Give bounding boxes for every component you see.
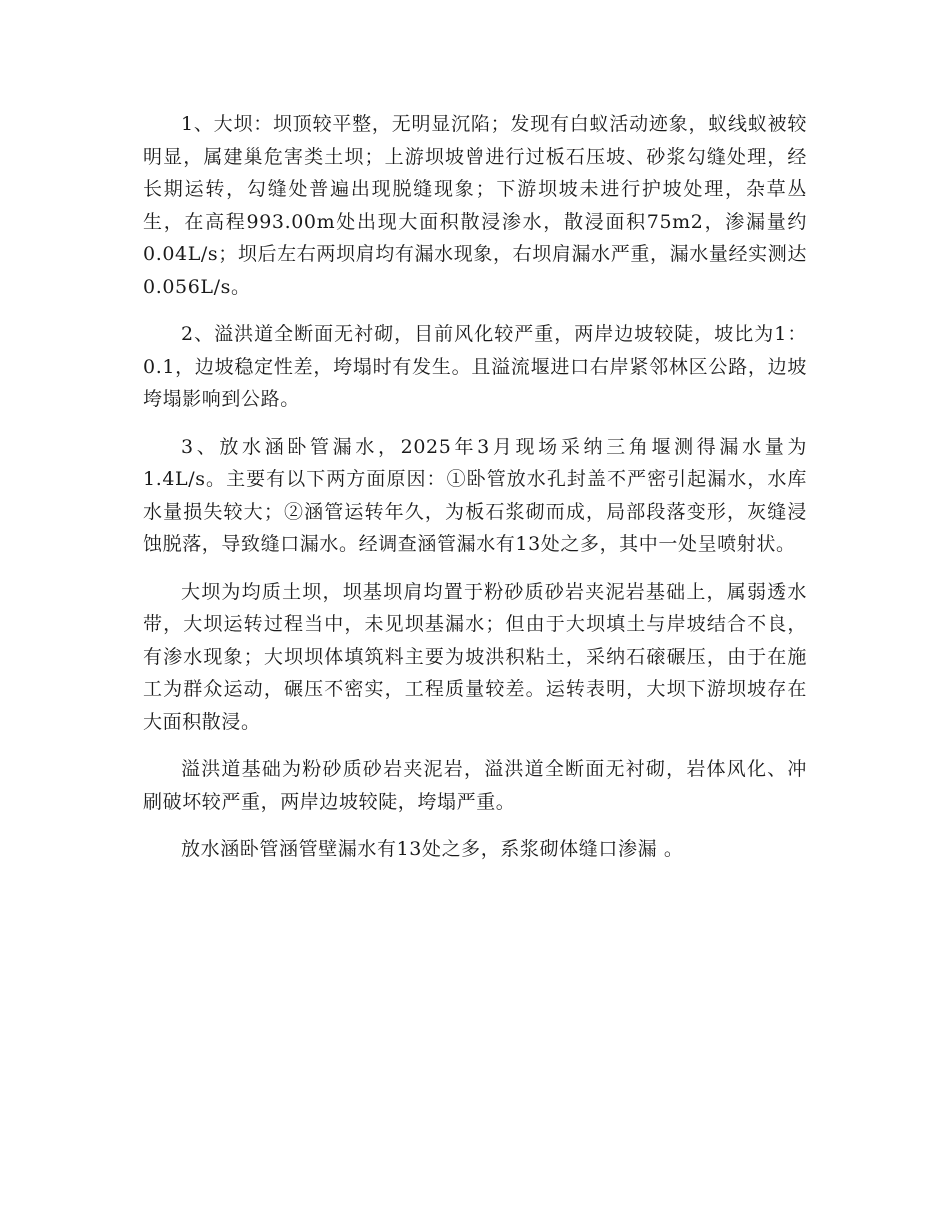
document-body xyxy=(143,108,807,866)
paragraph-outlet-culvert-leakage: 3、放水涵卧管漏水，2025年3月现场采纳三角堰测得漏水量为1.4L/s。主要有以下两方面原因：①卧管放水孔封盖不严密引起漏水，水库水量损失较大；②涵管运转年久，为板石浆砌而成，局部段落变形，灰缝浸蚀脱落，导致缝口漏水。经调查涵管漏水有13处之多，其中一处呈喷射状。 xyxy=(143,435,807,555)
paragraph-dam-inspection: 1、大坝：坝顶较平整，无明显沉陷；发现有白蚁活动迹象，蚁线蚁被较明显，属建巢危害类土坝；上游坝坡曾进行过板石压坡、砂浆勾缝处理，经长期运转，勾缝处普遍出现脱缝现象；下游坝坡未进行护坡处理，杂草丛生，在高程993.00m处出现大面积散浸渗水，散浸面积75m2，渗漏量约0.04L/s；坝后左右两坝肩均有漏水现象，右坝肩漏水严重，漏水量经实测达0.056L/s。 xyxy=(143,113,807,298)
paragraph-culvert-wall-leakage: 放水涵卧管涵管壁漏水有13处之多，系浆砌体缝口渗漏 。 xyxy=(181,838,684,860)
paragraph-spillway-foundation: 溢洪道基础为粉砂质砂岩夹泥岩，溢洪道全断面无衬砌，岩体风化、冲刷破坏较严重，两岸边坡较陡，垮塌严重。 xyxy=(143,758,807,813)
paragraph-dam-foundation: 大坝为均质土坝，坝基坝肩均置于粉砂质砂岩夹泥岩基础上，属弱透水带，大坝运转过程当中，未见坝基漏水；但由于大坝填土与岸坡结合不良，有渗水现象；大坝坝体填筑料主要为坡洪积粘土，采纳石磙碾压，由于在施工为群众运动，碾压不密实，工程质量较差。运转表明，大坝下游坝坡存在大面积散浸。 xyxy=(143,580,807,733)
paragraph-spillway-inspection: 2、溢洪道全断面无衬砌，目前风化较严重，两岸边坡较陡，坡比为1：0.1，边坡稳定性差，垮塌时有发生。且溢流堰进口右岸紧邻林区公路，边坡垮塌影响到公路。 xyxy=(143,323,807,410)
